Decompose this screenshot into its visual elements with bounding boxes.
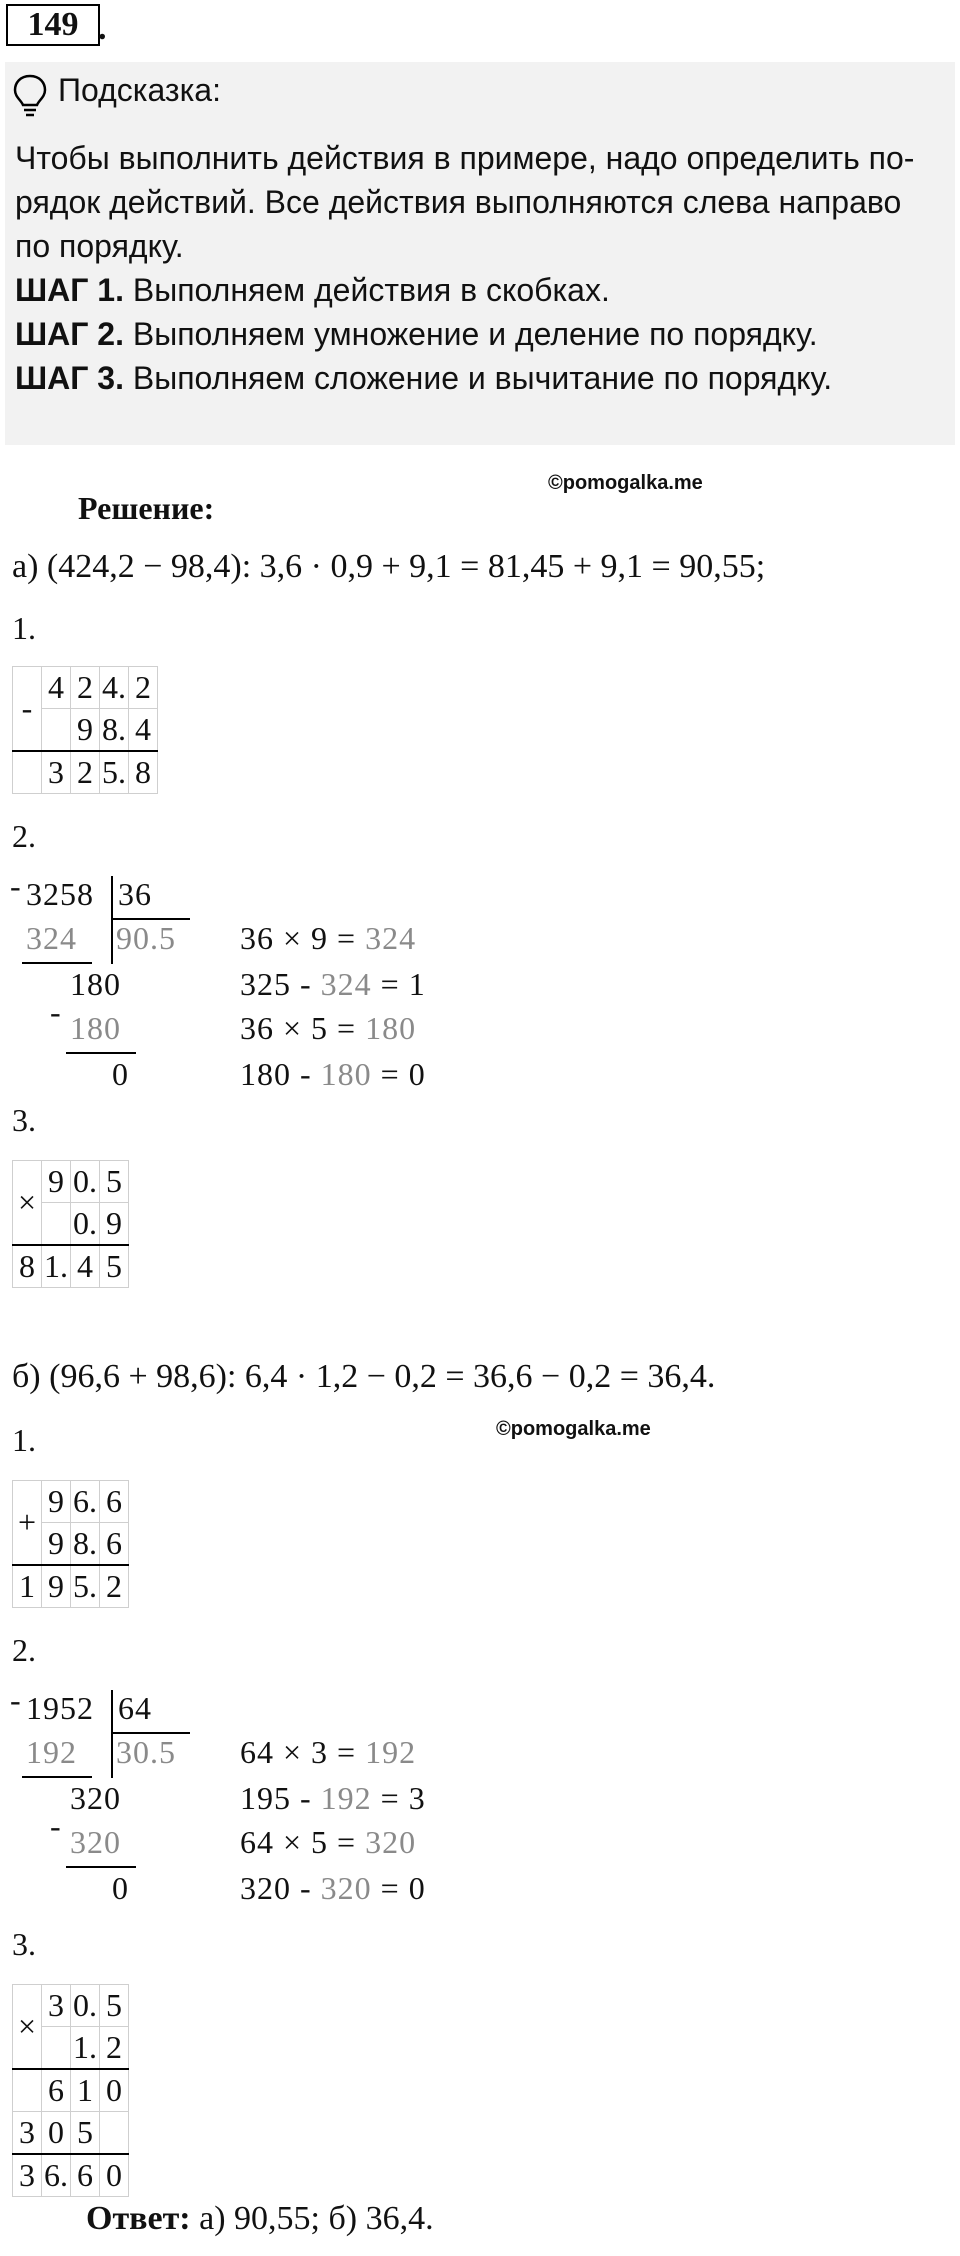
note-text: 320 - [240, 1870, 321, 1906]
digit-cell: 6 [100, 1481, 129, 1523]
digit-cell [100, 2112, 129, 2155]
digit-cell: 9 [100, 1203, 129, 1246]
calc-note [240, 1734, 416, 1771]
remainder: 180 [70, 966, 121, 1002]
digit-cell [42, 1203, 71, 1246]
note-text: 180 - [240, 1056, 321, 1092]
note-text: 36 × 9 = [240, 920, 366, 956]
digit-cell: 9 [42, 1565, 71, 1608]
subtrahend: 180 [70, 1010, 121, 1046]
digit-cell: 6 [42, 2069, 71, 2112]
digit-cell: 5. [71, 1565, 100, 1608]
hint-step-2 [15, 316, 818, 353]
subtraction-line [22, 1776, 92, 1778]
note-gray: 320 [320, 1870, 372, 1906]
hint-step-text: Выполняем сложение и вычитание по порядку. [123, 360, 833, 396]
answer-label: Ответ: [86, 2200, 191, 2237]
step-number: 3. [12, 1926, 36, 1962]
dividend: 3258 [26, 876, 94, 912]
digit-cell: 0. [71, 1161, 100, 1203]
digit-cell: 9 [42, 1523, 71, 1566]
divisor: 36 [118, 876, 152, 912]
subtrahend: 320 [70, 1824, 121, 1860]
digit-cell: 2 [100, 2027, 129, 2070]
digit-cell: 3 [42, 751, 71, 794]
digit-cell: 5 [100, 1245, 129, 1288]
division-bar [111, 1690, 113, 1778]
hint-step-label: ШАГ 2. [15, 316, 124, 352]
calc-note [240, 1824, 416, 1861]
note-text: 64 × 3 = [240, 1734, 366, 1770]
hint-title: Подсказка: [58, 72, 221, 108]
operator-sign: × [13, 1985, 42, 2070]
digit-cell: 1 [71, 2069, 100, 2112]
note-gray: 192 [320, 1780, 372, 1816]
subtraction-line [66, 1866, 136, 1868]
step-number: 3. [12, 1102, 36, 1138]
step-number: 1. [12, 610, 36, 646]
division-bar [111, 876, 113, 964]
equation-a: а) (424,2 − 98,4): 3,6 · 0,9 + 9,1 = 81,45 + 9,1 = 90,55; [12, 548, 766, 585]
digit-cell: 0 [100, 2069, 129, 2112]
digit-cell: 6 [100, 1523, 129, 1566]
digit-cell: 5 [71, 2112, 100, 2155]
digit-cell: 4 [42, 667, 71, 709]
minus-sign: - [10, 1682, 22, 1718]
digit-cell: 4 [71, 1245, 100, 1288]
calc-note [240, 1010, 416, 1047]
solution-heading: Решение: [78, 490, 215, 526]
subtrahend: 192 [26, 1734, 77, 1770]
digit-cell: 1. [71, 2027, 100, 2070]
digit-cell: 2 [129, 667, 158, 709]
remainder: 0 [112, 1870, 129, 1906]
subtraction-line [22, 962, 92, 964]
hint-text-line: Чтобы выполнить действия в примере, надо определить по- [15, 140, 915, 176]
multiplication-grid-a [12, 1160, 129, 1288]
quotient: 30.5 [116, 1734, 176, 1770]
remainder: 0 [112, 1056, 129, 1092]
divisor: 64 [118, 1690, 152, 1726]
multiplication-grid-b [12, 1984, 129, 2197]
remainder: 320 [70, 1780, 121, 1816]
digit-cell: 9 [42, 1161, 71, 1203]
digit-cell [13, 2069, 42, 2112]
digit-cell: 1. [42, 1245, 71, 1288]
note-gray: 180 [320, 1056, 372, 1092]
step-number: 2. [12, 818, 36, 854]
calc-note [240, 1780, 426, 1817]
note-text: 325 - [240, 966, 321, 1002]
digit-cell: 0. [71, 1203, 100, 1246]
note-gray: 324 [320, 966, 372, 1002]
digit-cell [42, 2027, 71, 2070]
calc-note [240, 1870, 426, 1907]
equation-b: б) (96,6 + 98,6): 6,4 · 1,2 − 0,2 = 36,6 − 0,2 = 36,4. [12, 1358, 716, 1395]
note-text: 36 × 5 = [240, 1010, 366, 1046]
digit-cell: 5. [100, 751, 129, 794]
digit-cell: 9 [42, 1481, 71, 1523]
calc-note [240, 920, 416, 957]
note-gray: 320 [365, 1824, 417, 1860]
hint-text-line: рядок действий. Все действия выполняются слева направо [15, 184, 902, 220]
minus-sign: - [10, 868, 22, 904]
digit-cell: 3 [13, 2112, 42, 2155]
hint-text-line: по порядку. [15, 228, 184, 264]
lightbulb-icon [10, 72, 50, 118]
digit-cell: 6. [71, 1481, 100, 1523]
operator-sign: × [13, 1161, 42, 1246]
note-gray: 324 [365, 920, 417, 956]
note-text: 64 × 5 = [240, 1824, 366, 1860]
step-number: 1. [12, 1422, 36, 1458]
task-number: 149 [6, 4, 100, 46]
digit-cell: 2 [71, 751, 100, 794]
digit-cell: 6. [42, 2154, 71, 2197]
calc-note [240, 1056, 426, 1093]
digit-cell: 1 [13, 1565, 42, 1608]
digit-cell: 0. [71, 1985, 100, 2027]
digit-cell: 6 [71, 2154, 100, 2197]
digit-cell: 4. [100, 667, 129, 709]
digit-cell: 0 [100, 2154, 129, 2197]
digit-cell: 5 [100, 1985, 129, 2027]
note-text: = 1 [371, 966, 426, 1002]
hint-step-text: Выполняем действия в скобках. [123, 272, 610, 308]
hint-step-label: ШАГ 1. [15, 272, 124, 308]
note-gray: 192 [365, 1734, 417, 1770]
note-text: = 0 [371, 1056, 426, 1092]
hint-step-3 [15, 360, 832, 397]
task-number-dot: . [98, 10, 107, 47]
watermark: ©pomogalka.me [548, 472, 703, 494]
calc-note [240, 966, 426, 1003]
digit-cell: 8 [129, 751, 158, 794]
subtrahend: 324 [26, 920, 77, 956]
hint-step-1 [15, 272, 610, 309]
subtraction-line [66, 1052, 136, 1054]
operator-sign: - [13, 667, 42, 752]
digit-cell: 8. [71, 1523, 100, 1566]
minus-sign: - [50, 994, 62, 1030]
minus-sign: - [50, 1808, 62, 1844]
digit-cell: 3 [13, 2154, 42, 2197]
digit-cell: 9 [71, 709, 100, 752]
dividend: 1952 [26, 1690, 94, 1726]
digit-cell: 8. [100, 709, 129, 752]
digit-cell: 4 [129, 709, 158, 752]
answer-text: а) 90,55; б) 36,4. [190, 2200, 434, 2237]
note-text: = 0 [371, 1870, 426, 1906]
watermark: ©pomogalka.me [496, 1418, 651, 1440]
digit-cell: 2 [100, 1565, 129, 1608]
digit-cell [42, 709, 71, 752]
step-number: 2. [12, 1632, 36, 1668]
digit-cell: 8 [13, 1245, 42, 1288]
hint-step-label: ШАГ 3. [15, 360, 124, 396]
note-gray: 180 [365, 1010, 417, 1046]
note-text: 195 - [240, 1780, 321, 1816]
digit-cell: 5 [100, 1161, 129, 1203]
digit-cell: 3 [42, 1985, 71, 2027]
subtraction-grid-a [12, 666, 158, 794]
addition-grid-b [12, 1480, 129, 1608]
digit-cell: 2 [71, 667, 100, 709]
hint-step-text: Выполняем умножение и деление по порядку. [123, 316, 818, 352]
digit-cell: 0 [42, 2112, 71, 2155]
answer [86, 2200, 434, 2238]
operator-sign: + [13, 1481, 42, 1566]
quotient: 90.5 [116, 920, 176, 956]
note-text: = 3 [371, 1780, 426, 1816]
